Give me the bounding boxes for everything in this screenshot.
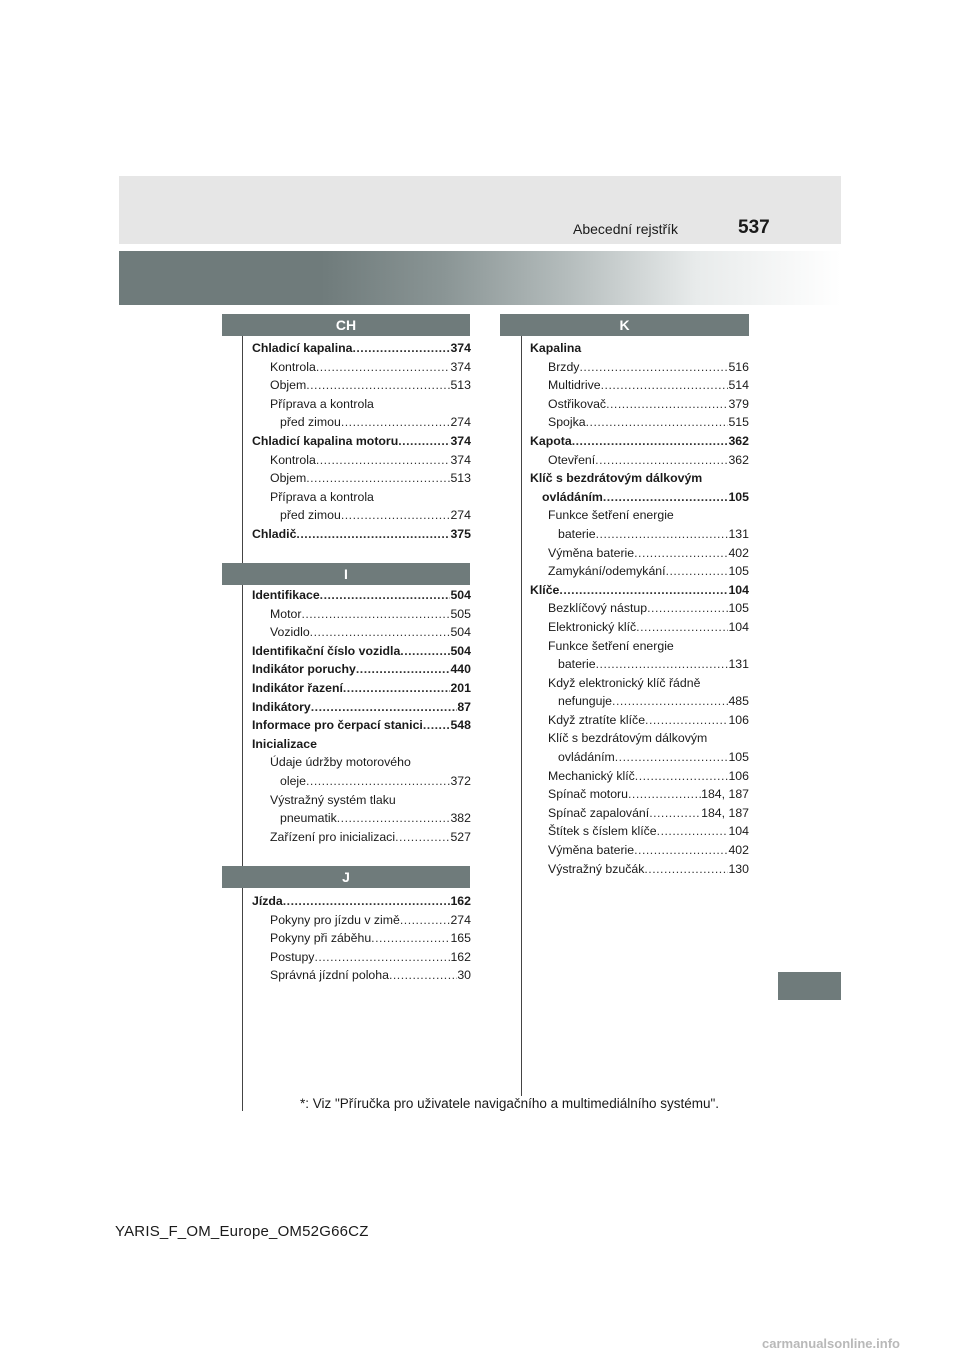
index-entry: [530, 841, 749, 860]
dot-leader: [306, 772, 450, 791]
index-entry-term: Objem: [270, 471, 307, 486]
dot-leader: [283, 892, 451, 911]
index-entry-term: Chladicí kapalina: [252, 341, 353, 355]
dot-leader: [400, 642, 450, 661]
dot-leader: [356, 660, 451, 679]
index-entry-term: Objem: [270, 378, 307, 393]
index-entry-term: Funkce šetření energie: [548, 508, 674, 523]
index-entry-page: 402: [728, 545, 749, 560]
index-entry-page: 548: [450, 718, 471, 733]
dot-leader: [301, 605, 450, 624]
index-entry-term: Indikátor řazení: [252, 680, 343, 695]
index-entry: [252, 525, 471, 544]
index-entry: [252, 735, 471, 754]
index-entry-term: Zamykání/odemykání: [548, 564, 666, 579]
index-entry: [530, 767, 749, 786]
index-entry-page: 515: [728, 415, 749, 430]
index-entry: [252, 358, 471, 377]
index-entry: [530, 488, 749, 507]
decorative-band: [119, 251, 841, 305]
dot-leader: [645, 711, 728, 730]
dot-leader: [579, 358, 728, 377]
index-entry-term: Ostřikovač: [548, 396, 607, 411]
index-entry-page: 513: [450, 471, 471, 486]
index-list-j: [252, 892, 471, 985]
index-entry-page: 514: [728, 378, 749, 393]
index-entry: [252, 413, 471, 432]
dot-leader: [606, 395, 728, 414]
index-entry-term: Mechanický klíč: [548, 768, 635, 783]
index-entry-page: 402: [728, 843, 749, 858]
index-entry: [530, 599, 749, 618]
index-entry-page: 374: [450, 341, 471, 355]
index-entry-page: 516: [728, 359, 749, 374]
index-entry-term: Údaje údržby motorového: [270, 755, 411, 770]
index-entry: [252, 642, 471, 661]
index-entry-page: 440: [450, 662, 471, 677]
dot-leader: [316, 451, 451, 470]
dot-leader: [341, 413, 451, 432]
index-entry-term: Klíč s bezdrátovým dálkovým: [530, 471, 703, 486]
index-entry-term: pneumatik: [280, 811, 337, 826]
index-entry-page: 105: [728, 489, 749, 504]
index-entry: [252, 586, 471, 605]
dot-leader: [647, 599, 728, 618]
index-entry-term: Když ztratíte klíče: [548, 712, 646, 727]
index-entry-term: Indikátory: [252, 699, 311, 714]
dot-leader: [371, 929, 450, 948]
index-entry-page: 504: [450, 588, 471, 602]
index-entry-page: 104: [728, 619, 749, 634]
index-entry-page: 527: [450, 829, 471, 844]
index-entry-term: Zařízení pro inicializaci: [270, 829, 396, 844]
dot-leader: [306, 376, 450, 395]
dot-leader: [601, 376, 729, 395]
index-entry-page: 162: [450, 949, 471, 964]
index-entry-page: 106: [728, 768, 749, 783]
index-entry-page: 375: [450, 526, 471, 541]
index-entry: [252, 716, 471, 735]
index-entry: [252, 451, 471, 470]
index-entry: [530, 525, 749, 544]
page-number: 537: [738, 217, 770, 238]
index-entry-term: Elektronický klíč: [548, 619, 637, 634]
index-entry: [530, 544, 749, 563]
dot-leader: [310, 623, 451, 642]
index-entry: [530, 432, 749, 451]
index-entry-term: Jízda: [252, 894, 283, 908]
header-bar: [119, 176, 841, 244]
index-entry: [530, 674, 749, 693]
dot-leader: [634, 544, 728, 563]
dot-leader: [337, 809, 451, 828]
index-entry-term: Chladicí kapalina motoru: [252, 433, 399, 448]
index-entry: [530, 451, 749, 470]
index-entry-page: 106: [728, 712, 749, 727]
index-entry-page: 274: [450, 912, 471, 927]
dot-leader: [596, 525, 729, 544]
index-entry-page: 131: [728, 526, 749, 541]
index-entry-term: Identifikační číslo vozidla: [252, 643, 401, 658]
index-entry-page: 184, 187: [701, 787, 749, 802]
index-entry: [530, 711, 749, 730]
section-header-i: I: [222, 563, 470, 585]
index-entry: [530, 562, 749, 581]
section-header-ch: CH: [222, 314, 470, 336]
index-entry-page: 374: [450, 452, 471, 467]
dot-leader: [628, 785, 701, 804]
index-entry-page: 374: [450, 359, 471, 374]
dot-leader: [306, 469, 450, 488]
index-entry: [252, 809, 471, 828]
dot-leader: [559, 581, 728, 600]
index-entry-page: 274: [450, 508, 471, 523]
dot-leader: [586, 413, 729, 432]
index-entry: [530, 785, 749, 804]
index-entry: [252, 892, 471, 911]
section-header-j: J: [222, 866, 470, 888]
index-entry-page: 104: [728, 824, 749, 839]
dot-leader: [311, 698, 458, 717]
index-entry-term: Kapalina: [530, 341, 582, 355]
index-entry: [252, 828, 471, 847]
index-entry-term: Příprava a kontrola: [270, 489, 374, 504]
index-entry-term: před zimou: [280, 415, 341, 430]
index-entry: [252, 791, 471, 810]
index-entry-term: Postupy: [270, 949, 315, 964]
index-entry-term: Funkce šetření energie: [548, 638, 674, 653]
index-entry: [530, 729, 749, 748]
index-entry-term: Otevření: [548, 452, 596, 467]
index-entry-page: 201: [450, 680, 471, 695]
index-entry: [530, 376, 749, 395]
dot-leader: [644, 860, 728, 879]
index-entry: [252, 911, 471, 930]
index-entry-page: 372: [450, 773, 471, 788]
index-entry-term: před zimou: [280, 508, 341, 523]
index-entry: [252, 660, 471, 679]
dot-leader: [657, 822, 729, 841]
section-header-k: K: [500, 314, 749, 336]
index-entry-page: 379: [728, 396, 749, 411]
dot-leader: [316, 358, 451, 377]
index-entry-term: Kontrola: [270, 452, 316, 467]
index-entry: [530, 339, 749, 358]
index-entry-term: Spojka: [548, 415, 586, 430]
index-entry: [530, 581, 749, 600]
index-entry-term: Motor: [270, 606, 302, 621]
index-entry-term: Klíč s bezdrátovým dálkovým: [548, 731, 708, 746]
index-entry: [252, 432, 471, 451]
index-entry-term: Spínač motoru: [548, 787, 628, 802]
index-entry-page: 87: [457, 699, 471, 714]
index-entry-term: Pokyny pro jízdu v zimě: [270, 912, 400, 927]
dot-leader: [603, 488, 729, 507]
index-entry: [530, 860, 749, 879]
index-entry: [252, 679, 471, 698]
index-entry-term: Spínač zapalování: [548, 805, 650, 820]
index-entry-page: 162: [450, 894, 471, 908]
index-entry-term: Výstražný systém tlaku: [270, 792, 396, 807]
index-entry-page: 274: [450, 415, 471, 430]
index-entry-page: 505: [450, 606, 471, 621]
index-entry-term: Správná jízdní poloha: [270, 968, 389, 983]
dot-leader: [596, 655, 729, 674]
index-entry: [252, 929, 471, 948]
dot-leader: [649, 804, 701, 823]
index-entry: [530, 395, 749, 414]
index-entry-page: 374: [450, 433, 471, 448]
index-entry-term: baterie: [558, 526, 596, 541]
index-entry-term: Výměna baterie: [548, 545, 635, 560]
index-entry-term: Kapota: [530, 433, 572, 448]
dot-leader: [343, 679, 451, 698]
footnote: *: Viz "Příručka pro uživatele navigačního a multimediálního systému".: [300, 1096, 720, 1111]
index-entry-page: 362: [728, 433, 749, 448]
index-entry: [252, 605, 471, 624]
index-entry-page: 165: [450, 931, 471, 946]
index-entry-term: baterie: [558, 657, 596, 672]
index-entry: [530, 748, 749, 767]
index-entry-term: Když elektronický klíč řádně: [548, 675, 701, 690]
index-entry-term: Štítek s číslem klíče: [548, 824, 657, 839]
index-entry: [252, 966, 471, 985]
left-column-rule: [242, 336, 243, 1111]
index-entry-term: ovládáním: [558, 750, 615, 765]
index-entry: [252, 948, 471, 967]
dot-leader: [341, 506, 451, 525]
index-entry: [530, 637, 749, 656]
index-entry-term: oleje: [280, 773, 306, 788]
index-entry-page: 382: [450, 811, 471, 826]
index-entry-term: Vozidlo: [270, 625, 310, 640]
dot-leader: [572, 432, 729, 451]
index-entry: [530, 506, 749, 525]
index-entry: [252, 376, 471, 395]
index-entry-page: 485: [728, 694, 749, 709]
index-entry: [530, 469, 749, 488]
index-entry-page: 105: [728, 564, 749, 579]
watermark: carmanualsonline.info: [762, 1336, 900, 1351]
index-entry-term: Kontrola: [270, 359, 316, 374]
index-entry: [252, 339, 471, 358]
chapter-side-tab: [778, 972, 841, 1000]
dot-leader: [296, 525, 450, 544]
index-entry: [530, 413, 749, 432]
index-entry-page: 130: [728, 861, 749, 876]
dot-leader: [595, 451, 728, 470]
index-entry-term: Klíče: [530, 582, 560, 597]
index-entry: [530, 358, 749, 377]
index-entry-term: Inicializace: [252, 736, 317, 751]
dot-leader: [395, 828, 450, 847]
right-column-rule: [521, 336, 522, 1096]
index-entry-term: Bezklíčový nástup: [548, 601, 648, 616]
dot-leader: [634, 841, 728, 860]
dot-leader: [615, 748, 729, 767]
index-list-k: [530, 339, 749, 878]
dot-leader: [352, 339, 450, 358]
index-entry-term: Příprava a kontrola: [270, 396, 374, 411]
document-id: YARIS_F_OM_Europe_OM52G66CZ: [115, 1223, 369, 1240]
index-entry-term: Multidrive: [548, 378, 601, 393]
index-entry-term: Výměna baterie: [548, 843, 635, 858]
dot-leader: [320, 586, 451, 605]
index-entry-page: 184, 187: [701, 805, 749, 820]
index-entry-page: 30: [457, 968, 471, 983]
dot-leader: [314, 948, 450, 967]
index-entry: [530, 822, 749, 841]
index-entry-page: 504: [450, 643, 471, 658]
dot-leader: [666, 562, 729, 581]
dot-leader: [400, 911, 451, 930]
index-entry-page: 131: [728, 657, 749, 672]
index-entry-term: nefunguje: [558, 694, 613, 709]
index-entry: [530, 804, 749, 823]
index-entry: [252, 488, 471, 507]
index-entry: [530, 692, 749, 711]
index-entry-page: 104: [728, 582, 749, 597]
dot-leader: [398, 432, 450, 451]
index-entry-term: Brzdy: [548, 359, 580, 374]
index-entry: [252, 469, 471, 488]
index-entry: [252, 772, 471, 791]
index-entry: [252, 753, 471, 772]
index-entry-term: Identifikace: [252, 588, 320, 602]
index-entry: [530, 618, 749, 637]
index-list-i: [252, 586, 471, 846]
index-entry-page: 504: [450, 625, 471, 640]
dot-leader: [636, 618, 728, 637]
index-entry-term: Informace pro čerpací stanici: [252, 718, 423, 733]
index-entry-term: Pokyny při záběhu: [270, 931, 372, 946]
dot-leader: [389, 966, 457, 985]
index-entry-page: 362: [728, 452, 749, 467]
index-entry-page: 105: [728, 750, 749, 765]
index-entry-page: 513: [450, 378, 471, 393]
index-entry: [252, 506, 471, 525]
index-list-ch: [252, 339, 471, 544]
index-entry: [252, 395, 471, 414]
index-entry-term: Výstražný bzučák: [548, 861, 645, 876]
dot-leader: [612, 692, 728, 711]
index-entry: [252, 623, 471, 642]
index-entry: [252, 698, 471, 717]
index-entry-term: ovládáním: [542, 489, 603, 504]
index-entry-page: 105: [728, 601, 749, 616]
index-entry: [530, 655, 749, 674]
index-entry-term: Indikátor poruchy: [252, 662, 356, 677]
index-entry-term: Chladič: [252, 526, 297, 541]
dot-leader: [423, 716, 451, 735]
dot-leader: [635, 767, 729, 786]
page-title: Abecední rejstřík: [573, 221, 679, 237]
